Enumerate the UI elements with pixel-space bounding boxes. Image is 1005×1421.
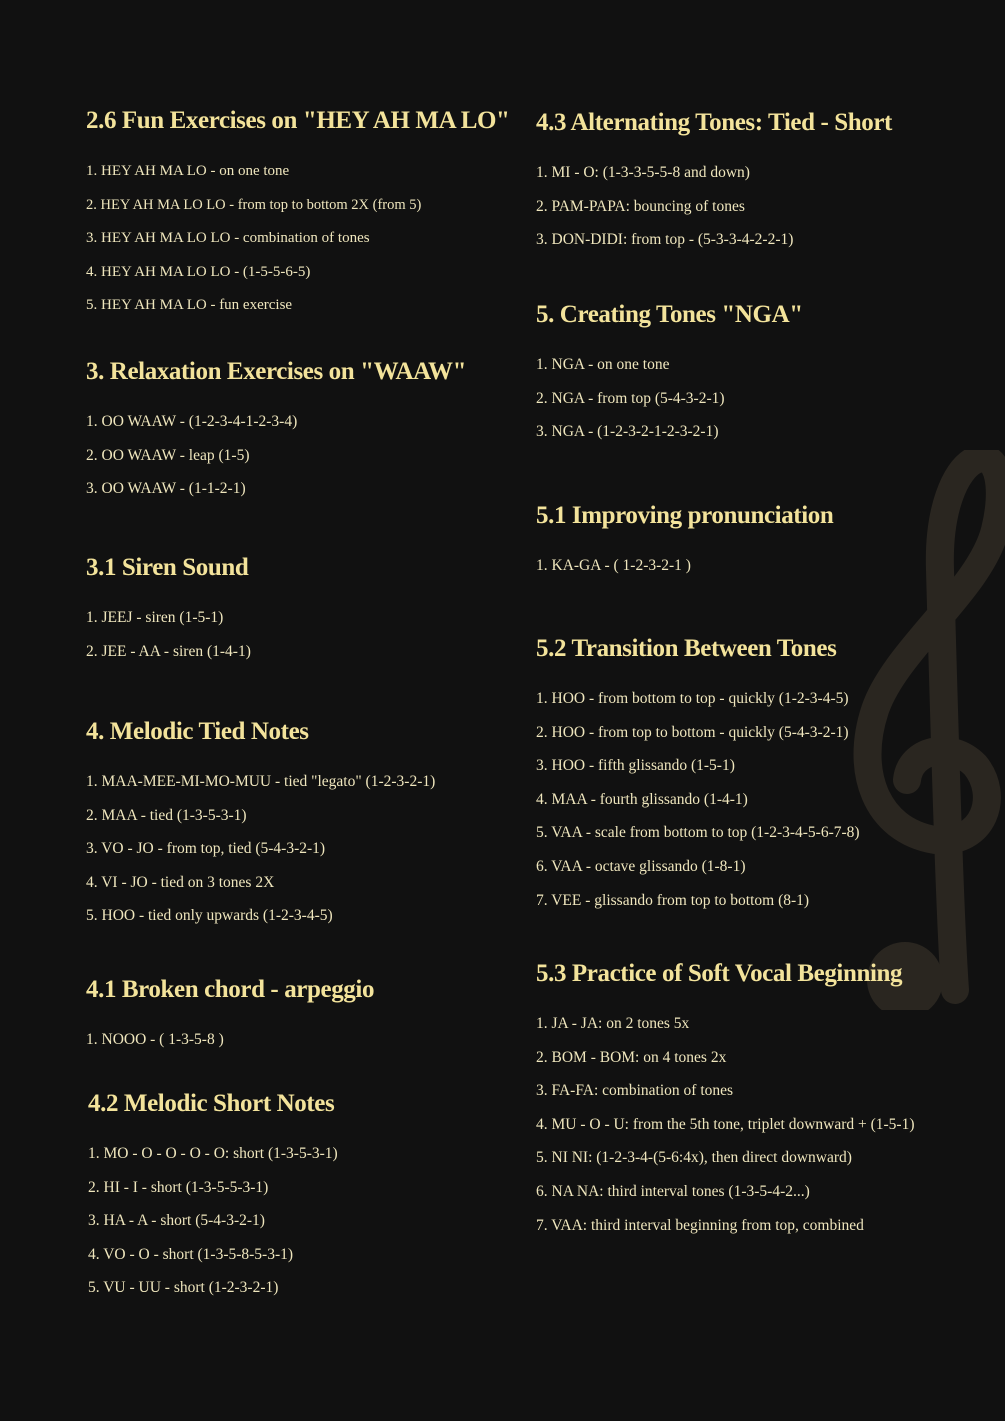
list-item: 2. HI - I - short (1-3-5-5-3-1) [88, 1178, 269, 1196]
section-title: 3.1 Siren Sound [86, 554, 249, 581]
section-siren [86, 554, 251, 675]
section-title: 4.1 Broken chord - arpeggio [86, 976, 375, 1003]
list-item: 5. VAA - scale from bottom to top (1-2-3-4-5-6-7-8) [536, 824, 860, 842]
section-broken-chord [86, 976, 374, 1064]
list-item: 5. VU - UU - short (1-2-3-2-1) [88, 1279, 279, 1297]
exercise-list [536, 1014, 915, 1249]
section-title: 5. Creating Tones "NGA" [536, 301, 803, 328]
list-item: 3. VO - JO - from top, tied (5-4-3-2-1) [86, 840, 326, 858]
section-title: 4.2 Melodic Short Notes [88, 1090, 335, 1117]
section-alternating-tones [536, 109, 892, 264]
list-item: 1. MI - O: (1-3-3-5-5-8 and down) [536, 164, 750, 181]
exercise-list [536, 163, 892, 264]
section-melodic-short [88, 1090, 338, 1312]
section-transition [536, 635, 860, 924]
list-item: 3. DON-DIDI: from top - (5-3-3-4-2-2-1) [536, 231, 794, 249]
list-item: 1. NGA - on one tone [536, 356, 670, 373]
list-item: 3. HOO - fifth glissando (1-5-1) [536, 757, 735, 775]
treble-clef-icon [835, 450, 1005, 1010]
list-item: 1. HEY AH MA LO - on one tone [86, 163, 290, 179]
list-item: 3. OO WAAW - (1-1-2-1) [86, 480, 246, 498]
section-soft-vocal [536, 960, 915, 1249]
list-item: 4. MAA - fourth glissando (1-4-1) [536, 790, 748, 808]
exercise-list [86, 412, 466, 513]
section-title: 5.3 Practice of Soft Vocal Beginning [536, 960, 903, 987]
list-item: 1. JEEJ - siren (1-5-1) [86, 609, 224, 626]
list-item: 4. VI - JO - tied on 3 tones 2X [86, 873, 275, 891]
section-title: 2.6 Fun Exercises on "HEY AH MA LO" [86, 107, 510, 134]
list-item: 3. FA-FA: combination of tones [536, 1082, 734, 1100]
list-item: 7. VEE - glissando from top to bottom (8-1) [536, 891, 810, 909]
list-item: 2. HEY AH MA LO LO - from top to bottom 2X (from 5) [86, 196, 422, 213]
section-title: 4.3 Alternating Tones: Tied - Short [536, 109, 892, 136]
section-title: 5.1 Improving pronunciation [536, 502, 834, 529]
list-item: 4. HEY AH MA LO LO - (1-5-5-6-5) [86, 263, 311, 280]
section-melodic-tied [86, 718, 435, 940]
list-item: 2. JEE - AA - siren (1-4-1) [86, 642, 251, 660]
list-item: 4. VO - O - short (1-3-5-8-5-3-1) [88, 1245, 294, 1263]
exercise-list [536, 689, 860, 924]
section-creating-tones [536, 301, 803, 456]
list-item: 2. NGA - from top (5-4-3-2-1) [536, 389, 725, 407]
list-item: 6. VAA - octave glissando (1-8-1) [536, 857, 746, 875]
list-item: 1. HOO - from bottom to top - quickly (1-2-3-4-5) [536, 690, 849, 707]
list-item: 5. HEY AH MA LO - fun exercise [86, 297, 293, 314]
list-item: 1. NOOO - ( 1-3-5-8 ) [86, 1031, 224, 1048]
exercise-list [536, 355, 803, 456]
section-title: 4. Melodic Tied Notes [86, 718, 309, 745]
list-item: 1. OO WAAW - (1-2-3-4-1-2-3-4) [86, 413, 298, 430]
exercise-list [536, 556, 833, 590]
list-item: 1. KA-GA - ( 1-2-3-2-1 ) [536, 557, 691, 574]
section-title: 3. Relaxation Exercises on "WAAW" [86, 358, 467, 385]
section-pronunciation [536, 502, 833, 590]
list-item: 1. MO - O - O - O - O: short (1-3-5-3-1) [88, 1145, 338, 1162]
exercise-list [88, 1144, 338, 1312]
list-item: 5. HOO - tied only upwards (1-2-3-4-5) [86, 907, 333, 925]
list-item: 7. VAA: third interval beginning from top, combined [536, 1216, 864, 1234]
list-item: 1. MAA-MEE-MI-MO-MUU - tied "legato" (1-2-3-2-1) [86, 773, 436, 790]
section-title: 5.2 Transition Between Tones [536, 635, 837, 662]
section-relaxation [86, 358, 466, 513]
list-item: 2. MAA - tied (1-3-5-3-1) [86, 806, 247, 824]
section-fun-exercises [86, 107, 510, 329]
list-item: 1. JA - JA: on 2 tones 5x [536, 1015, 690, 1032]
list-item: 4. MU - O - U: from the 5th tone, triplet downward + (1-5-1) [536, 1115, 915, 1133]
exercise-list [86, 1030, 374, 1064]
list-item: 2. PAM-PAPA: bouncing of tones [536, 197, 745, 215]
exercise-list [86, 161, 510, 329]
exercise-list [86, 772, 435, 940]
list-item: 6. NA NA: third interval tones (1-3-5-4-2...) [536, 1182, 810, 1200]
list-item: 2. OO WAAW - leap (1-5) [86, 446, 250, 464]
exercise-list [86, 608, 251, 675]
list-item: 3. HEY AH MA LO LO - combination of tones [86, 230, 370, 247]
list-item: 5. NI NI: (1-2-3-4-(5-6:4x), then direct downward) [536, 1149, 852, 1167]
list-item: 3. HA - A - short (5-4-3-2-1) [88, 1212, 265, 1230]
list-item: 2. HOO - from top to bottom - quickly (5-4-3-2-1) [536, 723, 849, 741]
list-item: 2. BOM - BOM: on 4 tones 2x [536, 1048, 727, 1066]
list-item: 3. NGA - (1-2-3-2-1-2-3-2-1) [536, 423, 719, 441]
